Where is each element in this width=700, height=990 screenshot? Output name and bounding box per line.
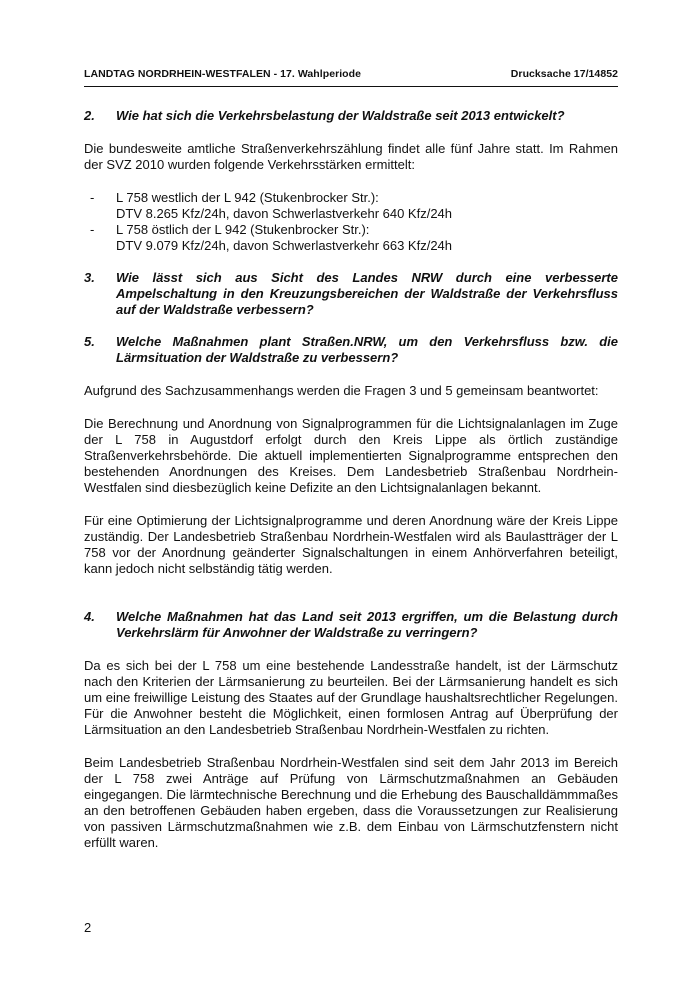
question-number: 4. [84, 609, 95, 624]
question-5 [84, 334, 618, 366]
answer-4-paragraph: Da es sich bei der L 758 um eine bestehende Landesstraße handelt, ist der Lärmschutz nach den Kriterien der Lärmsanierung zu beurteilen. Bei der Lärmsanierung handelt es sich um eine freiwillige Leistung des Staates auf der Grundlage haushaltsrechtlicher Regelungen. Für die Anwohner besteht die Möglichkeit, einen formlosen Antrag auf Überprüfung der Lärmsituation an den Landesbetrieb Straßenbau Nordrhein-Westfalen zu richten. [84, 658, 618, 737]
list-dash: - [90, 222, 95, 237]
list-item-traffic: DTV 9.079 Kfz/24h, davon Schwerlastverkehr 663 Kfz/24h [116, 238, 453, 253]
list-item-road: L 758 östlich der L 942 (Stukenbrocker Str.): [116, 222, 370, 237]
header-document-number: Drucksache 17/14852 [510, 68, 618, 80]
answer-3-5-paragraph: Die Berechnung und Anordnung von Signalprogrammen für die Lichtsignalanlagen im Zuge der L 758 in Augustdorf erfolgt durch den Kreis Lippe als örtlich zuständige Straßenverkehrsbehörde. Die aktuell implementierten Signalprogramme entsprechen den bestehenden Anordnungen des Kreises. Dem Landesbetrieb Straßenbau Nordrhein-Westfalen sind diesbezüglich keine Defizite an den Lichtsignalanlagen bekannt. [84, 416, 618, 495]
list-item [84, 190, 618, 222]
question-number: 3. [84, 270, 95, 285]
question-text: Welche Maßnahmen hat das Land seit 2013 ergriffen, um die Belastung durch Verkehrslärm für Anwohner der Waldstraße zu verringern? [116, 609, 618, 640]
document-body [84, 108, 618, 851]
question-text: Wie lässt sich aus Sicht des Landes NRW durch eine verbesserte Ampelschaltung in den Kreuzungsbereichen der Waldstraße der Verkehrsfluss auf der Waldstraße verbessern? [116, 270, 618, 317]
question-3 [84, 270, 618, 318]
question-number: 2. [84, 108, 95, 123]
question-text: Wie hat sich die Verkehrsbelastung der Waldstraße seit 2013 entwickelt? [116, 108, 565, 123]
list-dash: - [90, 190, 95, 205]
question-4 [84, 609, 618, 641]
answer-2-intro: Die bundesweite amtliche Straßenverkehrszählung findet alle fünf Jahre statt. Im Rahmen der SVZ 2010 wurden folgende Verkehrsstärken ermittelt: [84, 141, 618, 172]
page-header [84, 68, 618, 80]
list-item-road: L 758 westlich der L 942 (Stukenbrocker Str.): [116, 190, 379, 205]
header-parliament: LANDTAG NORDRHEIN-WESTFALEN - 17. Wahlperiode [84, 68, 362, 80]
traffic-count-list [84, 190, 618, 254]
answer-3-5-intro: Aufgrund des Sachzusammenhangs werden die Fragen 3 und 5 gemeinsam beantwortet: [84, 383, 599, 398]
list-item-traffic: DTV 8.265 Kfz/24h, davon Schwerlastverkehr 640 Kfz/24h [116, 206, 453, 221]
header-divider [84, 86, 618, 87]
question-number: 5. [84, 334, 95, 349]
answer-3-5-paragraph: Für eine Optimierung der Lichtsignalprogramme und deren Anordnung wäre der Kreis Lippe zuständig. Der Landesbetrieb Straßenbau Nordrhein-Westfalen wird als Baulastträger der L 758 vor der Anordnung geänderter Signalschaltungen in einem Anhörverfahren beteiligt, kann jedoch nicht selbständig tätig werden. [84, 513, 618, 576]
list-item [84, 222, 618, 254]
question-2 [84, 108, 618, 124]
question-text: Welche Maßnahmen plant Straßen.NRW, um den Verkehrsfluss bzw. die Lärmsituation der Waldstraße zu verbessern? [116, 334, 618, 365]
page-number: 2 [84, 920, 92, 935]
answer-4-paragraph: Beim Landesbetrieb Straßenbau Nordrhein-Westfalen sind seit dem Jahr 2013 im Bereich der L 758 zwei Anträge auf Prüfung von Lärmschutzmaßnahmen an Gebäuden eingegangen. Die lärmtechnische Berechnung und die Erhebung des Bauschalldämmmaßes an den betroffenen Gebäuden haben ergeben, dass die Voraussetzungen zur Realisierung von passiven Lärmschutzmaßnahmen wie z.B. dem Einbau von Lärmschutzfenstern nicht erfüllt waren. [84, 755, 618, 850]
